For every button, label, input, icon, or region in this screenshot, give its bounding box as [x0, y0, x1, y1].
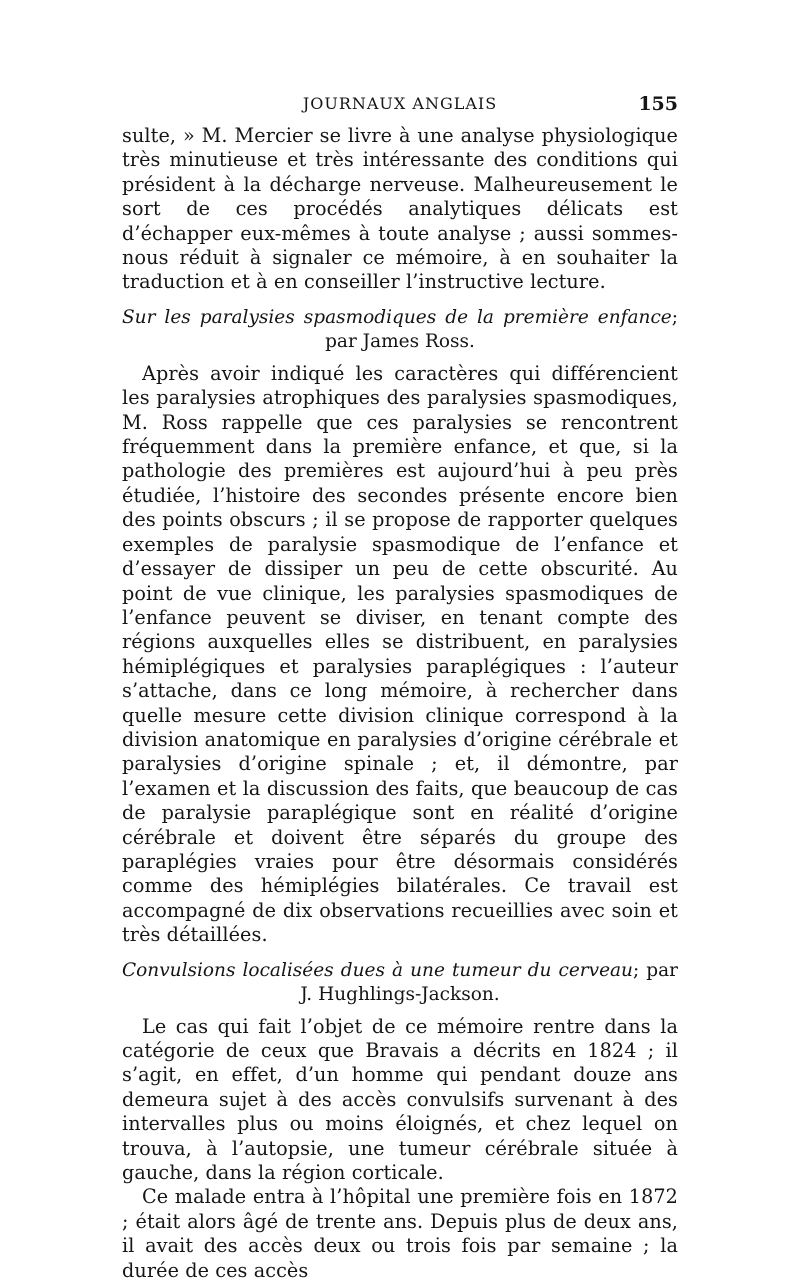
page-number: 155 — [638, 93, 678, 115]
section-heading-ross — [122, 306, 678, 354]
paragraph-jackson-2: Ce malade entra à l’hôpital une première fois en 1872 ; était alors âgé de trente ans. Depuis plus de deux ans, il avait des accès deux ou trois fois par semaine ; la durée de ces accès — [122, 1185, 678, 1282]
paragraph-jackson-1: Le cas qui fait l’objet de ce mémoire rentre dans la catégorie de ceux que Bravais a décrits en 1824 ; il s’agit, en effet, d’un homme qui pendant douze ans demeura sujet à des accès convulsifs survenant à des intervalles plus ou moins éloignés, et chez lequel on trouva, à l’autopsie, une tumeur cérébrale située à gauche, dans la région corticale. — [122, 1014, 678, 1185]
body-text — [122, 124, 678, 1283]
section-title-jackson: Convulsions localisées dues à une tumeur du cerveau — [122, 959, 633, 981]
section-title-ross: Sur les paralysies spasmodiques de la première enfance — [122, 306, 672, 328]
paragraph-ross: Après avoir indiqué les caractères qui différencient les paralysies atrophiques des paralysies spasmodiques, M. Ross rappelle que ces paralysies se rencontrent fréquemment dans la première enfance, et que, si la pathologie des premières est aujourd’hui à peu près étudiée, l’histoire des secondes présente encore bien des points obscurs ; il se propose de rapporter quelques exemples de paralysie spasmodique de l’enfance et d’essayer de dissiper un peu de cette obscurité. Au point de vue clinique, les paralysies spasmodiques de l’enfance peuvent se diviser, en tenant compte des régions auxquelles elles se distribuent, en paralysies hémiplégiques et paralysies paraplégiques : l’auteur s’attache, dans ce long mémoire, à rechercher dans quelle mesure cette division clinique correspond à la division anatomique en paralysies d’origine cérébrale et paralysies d’origine spinale ; et, il démontre, par l’examen et la discussion des faits, que beaucoup de cas de paralysie paraplégique sont en réalité d’origine cérébrale et doivent être séparés du groupe des paraplégies vraies pour être désormais considérés comme des hémiplégies bilatérales. Ce travail est accompagné de dix observations recueillies avec soin et très détaillées. — [122, 361, 678, 947]
section-heading-jackson — [122, 959, 678, 1007]
running-head — [122, 93, 678, 117]
section-author-ross: ; par James Ross. — [325, 306, 678, 352]
running-title: JOURNAUX ANGLAIS — [302, 94, 498, 113]
paragraph-continued: sulte, » M. Mercier se livre à une analyse physiologique très minutieuse et très intéressante des conditions qui président à la décharge nerveuse. Malheureusement le sort de ces procédés analytiques délicats est d’échapper eux-mêmes à toute analyse ; aussi sommes-nous réduit à signaler ce mémoire, à en souhaiter la traduction et à en conseiller l’instructive lecture. — [122, 124, 678, 294]
section-author-jackson: ; par J. Hughlings-Jackson. — [300, 959, 678, 1005]
